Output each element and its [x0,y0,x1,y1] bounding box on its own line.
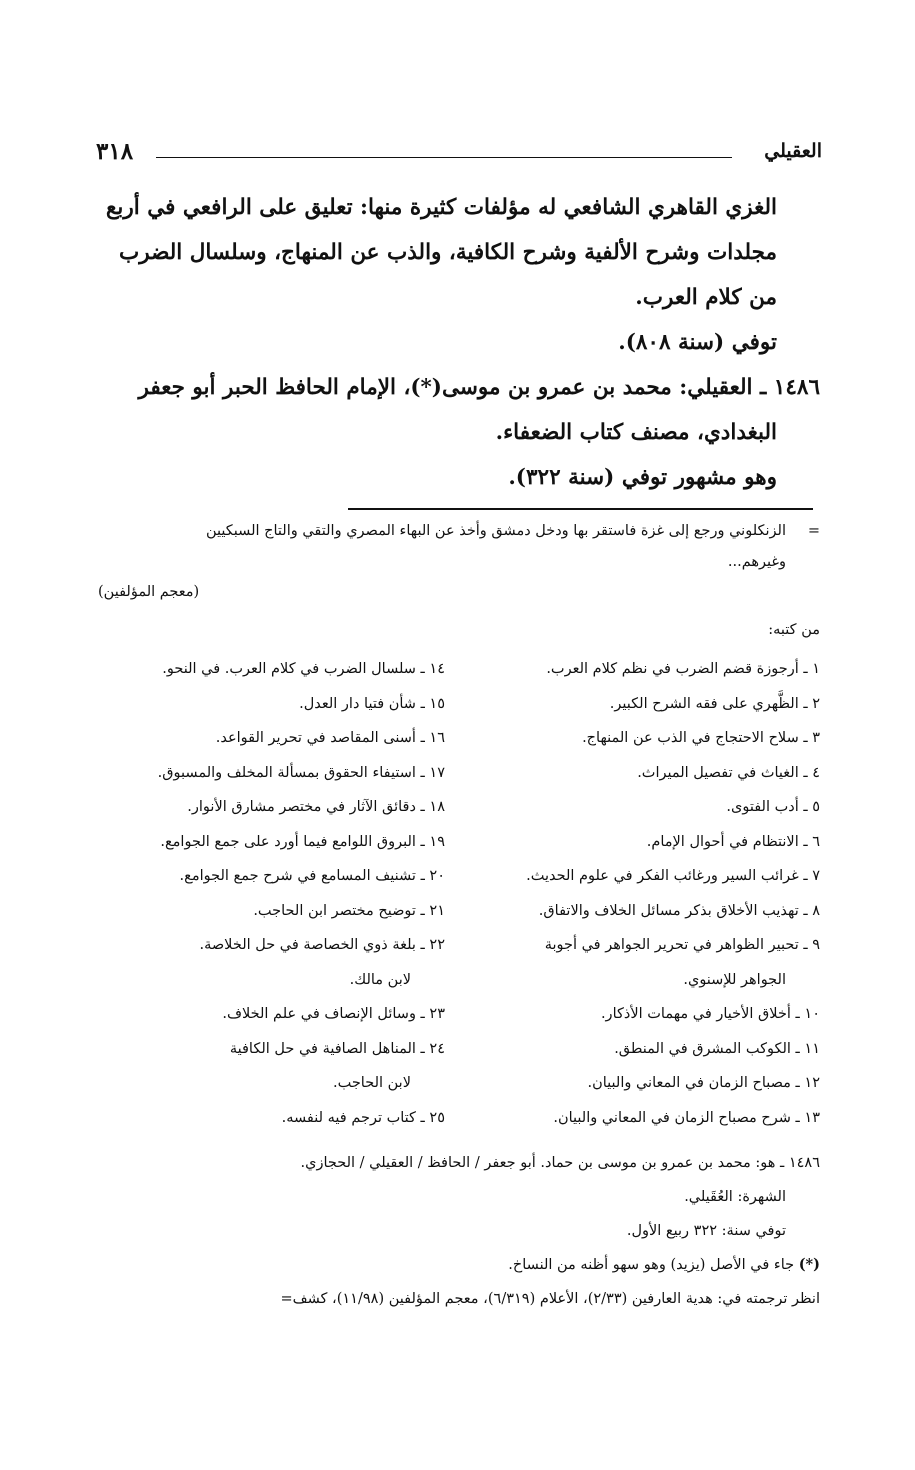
entry-heading-line [95,365,820,410]
list-item-continuation: لابن الحاجب. [333,1075,411,1091]
note-death: توفي سنة: ٣٢٢ ربيع الأول. [626,1223,786,1239]
star-note: جاء في الأصل (يزيد) وهو سهو أظنه من النساخ. [508,1257,799,1273]
death-line: توفي (سنة ٨٠٨). [618,330,777,355]
list-item: ٣ ـ سلاح الاحتجاج في الذب عن المنهاج. [582,730,820,746]
list-item-continuation: لابن مالك. [349,971,411,988]
list-item: ١٢ ـ مصباح الزمان في المعاني والبيان. [587,1075,820,1091]
page-header [96,138,822,172]
entry-notes [80,1146,820,1316]
list-item: ٢٠ ـ تشنيف المسامع في شرح جمع الجوامع. [179,868,445,884]
list-item: ٢ ـ الظَّهري على فقه الشرح الكبير. [609,695,820,712]
list-item: ١٧ ـ استيفاء الحقوق بمسألة المخلف والمسبوق. [157,764,445,781]
entry-number-name: ١٤٨٦ ـ العقيلي: [679,375,820,400]
footnote-line: الزنكلوني ورجع إلى غزة فاستقر بها ودخل دمشق وأخذ عن البهاء المصري والتقي والتاج السبكيين [205,523,786,539]
references-line: انظر ترجمته في: هدية العارفين (٢/٣٣)، الأعلام (٦/٣١٩)، معجم المؤلفين (١١/٩٨)، كشف= [280,1291,820,1307]
page-number: ٣١٨ [96,138,134,165]
running-head: العقيلي [764,140,822,162]
footnote-line: وغيرهم... [727,554,786,570]
list-item: ١٨ ـ دقائق الآثار في مختصر مشارق الأنوار. [187,799,445,815]
list-item: ١٣ ـ شرح مصباح الزمان في المعاني والبيان. [553,1109,820,1126]
list-item: ٨ ـ تهذيب الأخلاق بذكر مسائل الخلاف والاتفاق. [538,902,820,919]
works-column-right [465,652,820,1135]
list-item: ٢٣ ـ وسائل الإنصاف في علم الخلاف. [222,1006,445,1022]
star-mark: (*) [798,1256,820,1273]
list-item: ٢٤ ـ المناهل الصافية في حل الكافية [229,1040,445,1057]
list-item: ٦ ـ الانتظام في أحوال الإمام. [646,833,820,850]
list-item: ٤ ـ الغياث في تفصيل الميراث. [637,764,820,781]
text-line: مجلدات وشرح الألفية وشرح الكافية، والذب عن المنهاج، وسلسال الضرب [119,240,777,265]
list-item: ٥ ـ أدب الفتوى. [726,799,820,815]
main-text [95,185,820,500]
note-fame: الشهرة: العُقَيلي. [684,1189,786,1205]
list-item-continuation: الجواهر للإسنوي. [683,971,786,988]
list-item: ٢٥ ـ كتاب ترجم فيه لنفسه. [281,1109,445,1126]
text-line: الغزي القاهري الشافعي له مؤلفات كثيرة منها: تعليق على الرافعي في أربع [105,195,777,220]
list-item: ١٦ ـ أسنى المقاصد في تحرير القواعد. [215,730,445,746]
list-item: ١٩ ـ البروق اللوامع فيما أورد على جمع الجوامع. [160,833,445,850]
footnote-divider [348,508,813,510]
star-note-line [80,1248,820,1282]
list-item: ١ ـ أرجوزة قضم الضرب في نظم كلام العرب. [546,661,820,677]
list-item: ٧ ـ غرائب السير ورغائب الفكر في علوم الحديث. [526,868,820,884]
entry-line: البغدادي، مصنف كتاب الضعفاء. [495,420,777,445]
note-1486: ١٤٨٦ ـ هو: محمد بن عمرو بن موسى بن حماد. أبو جعفر / الحافظ / العقيلي / الحجازي. [300,1155,820,1171]
text-line: من كلام العرب. [635,285,777,310]
list-item: ٢١ ـ توضيح مختصر ابن الحاجب. [253,902,445,919]
works-column-left [90,652,445,1135]
entry-heading-rest: محمد بن عمرو بن موسى(*)، الإمام الحافظ الحبر أبو جعفر [138,375,680,400]
header-rule [156,157,732,158]
entry-line: وهو مشهور توفي (سنة ٣٢٢). [508,465,777,490]
list-item: ١٠ ـ أخلاق الأخيار في مهمات الأذكار. [600,1006,820,1022]
list-item: ١٥ ـ شأن فتيا دار العدل. [299,695,445,712]
footnote-continuation [95,516,820,578]
works-intro: من كتبه: [768,622,820,638]
continuation-mark: = [807,523,820,539]
list-item: ١٤ ـ سلسال الضرب في كلام العرب. في النحو. [162,661,445,677]
list-item: ٩ ـ تحبير الظواهر في تحرير الجواهر في أجوبة [544,937,820,953]
list-item: ٢٢ ـ بلغة ذوي الخصاصة في حل الخلاصة. [199,937,445,953]
list-item: ١١ ـ الكوكب المشرق في المنطق. [614,1040,820,1057]
source-citation: (معجم المؤلفين) [98,584,200,600]
